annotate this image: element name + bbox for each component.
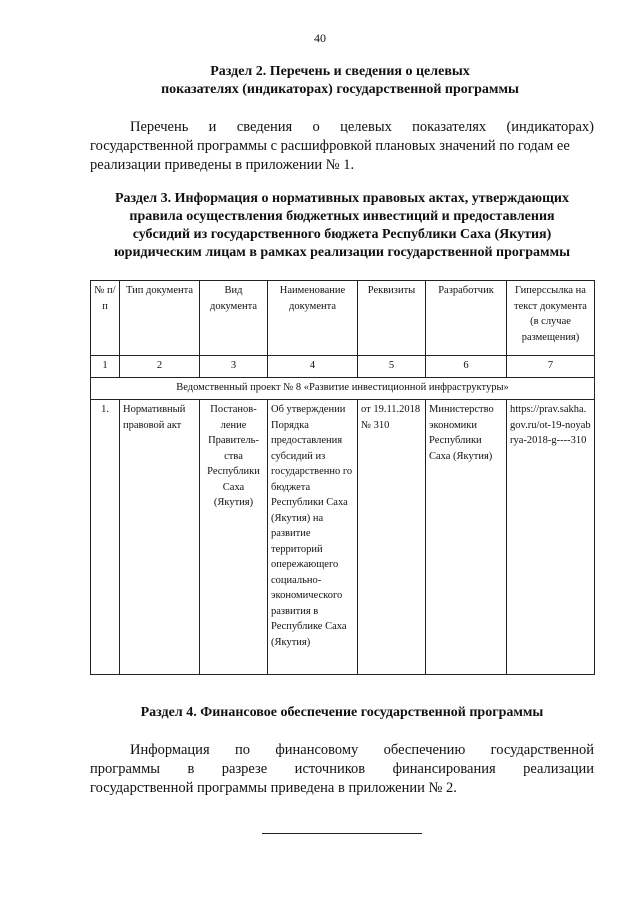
developer-cell: Министерство экономики Республики Саха (Якутия) bbox=[426, 400, 507, 675]
header-cell: Наименование документа bbox=[268, 281, 358, 356]
table-header-row bbox=[91, 281, 595, 356]
requisites-cell: от 19.11.2018 № 310 bbox=[358, 400, 426, 675]
page-number: 40 bbox=[314, 31, 326, 45]
project-row-cell: Ведомственный проект № 8 «Развитие инвестиционной инфраструктуры» bbox=[91, 378, 595, 400]
project-row bbox=[91, 378, 595, 400]
section4-paragraph bbox=[90, 741, 594, 798]
column-number-cell: 4 bbox=[268, 356, 358, 378]
section3-title-line2: правила осуществления бюджетных инвестиций и предоставления bbox=[129, 209, 555, 224]
section2-title bbox=[90, 63, 590, 99]
column-number-row bbox=[91, 356, 595, 378]
section4-title: Раздел 4. Финансовое обеспечение государственной программы bbox=[140, 705, 544, 720]
section3-title-line4: юридическим лицам в рамках реализации государственной программы bbox=[113, 245, 571, 260]
header-cell: Разработчик bbox=[426, 281, 507, 356]
section4-paragraph-line1: Информация по финансовому обеспечению государственной bbox=[130, 742, 594, 758]
column-number-cell: 1 bbox=[91, 356, 120, 378]
header-cell: Вид документа bbox=[200, 281, 268, 356]
document-kind-cell: Постанов-ление Правитель-ства Республики Саха (Якутия) bbox=[200, 400, 268, 675]
column-number-cell: 6 bbox=[426, 356, 507, 378]
column-number-cell: 7 bbox=[507, 356, 595, 378]
header-cell: Реквизиты bbox=[358, 281, 426, 356]
document-name-cell: Об утверждении Порядка предоставления субсидий из государственно го бюджета Республики Саха (Якутия) на развитие территорий опережающего социально-экономического развития в Республике Саха (Якутия) bbox=[268, 400, 358, 675]
column-number-cell: 5 bbox=[358, 356, 426, 378]
document-type-cell: Нормативный правовой акт bbox=[120, 400, 200, 675]
section2-paragraph-line1: Перечень и сведения о целевых показателях (индикаторах) bbox=[130, 119, 594, 135]
section2-title-line2: показателях (индикаторах) государственной программы bbox=[161, 82, 519, 97]
section3-title bbox=[92, 190, 592, 262]
section2-paragraph bbox=[90, 118, 594, 175]
section4-paragraph-line2: программы в разрезе источников финансирования реализации bbox=[90, 761, 594, 777]
column-number-cell: 2 bbox=[120, 356, 200, 378]
hyperlink-cell[interactable]: https://prav.sakha.gov.ru/ot-19-noyabrya-2018-g----310 bbox=[507, 400, 595, 675]
table-row bbox=[91, 400, 595, 675]
header-cell: Тип документа bbox=[120, 281, 200, 356]
section3-title-line1: Раздел 3. Информация о нормативных правовых актах, утверждающих bbox=[115, 191, 569, 206]
row-number-cell: 1. bbox=[91, 400, 120, 675]
header-cell: Гиперссылка на текст документа (в случае размещения) bbox=[507, 281, 595, 356]
header-cell: № п/п bbox=[91, 281, 120, 356]
normative-acts-table bbox=[90, 280, 595, 675]
column-number-cell: 3 bbox=[200, 356, 268, 378]
section2-title-line1: Раздел 2. Перечень и сведения о целевых bbox=[210, 64, 470, 79]
section4-paragraph-line3: государственной программы приведена в приложении № 2. bbox=[90, 780, 457, 796]
section2-paragraph-rest: государственной программы с расшифровкой плановых значений по годам ее реализации приведены в приложении № 1. bbox=[90, 138, 570, 173]
bottom-divider bbox=[262, 833, 422, 834]
section3-title-line3: субсидий из государственного бюджета Республики Саха (Якутия) bbox=[132, 227, 552, 242]
